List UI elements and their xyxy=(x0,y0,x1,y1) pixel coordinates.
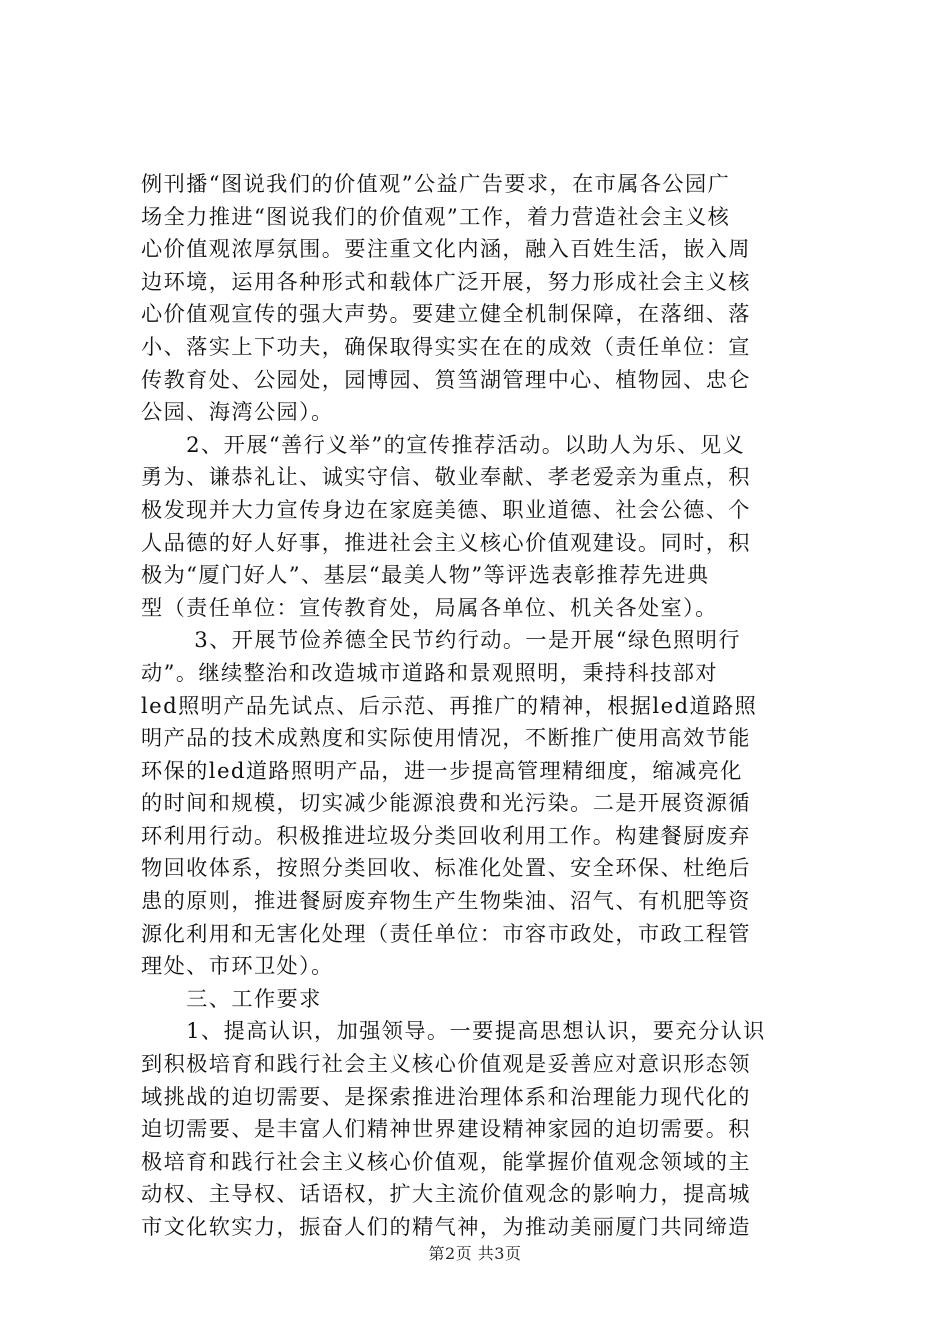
text-line: 传教育处、公园处，园博园、筼筜湖管理中心、植物园、忠仑 xyxy=(141,366,751,392)
text-line: 极发现并大力宣传身边在家庭美德、职业道德、社会公德、个 xyxy=(141,496,751,522)
text-line: 1、提高认识，加强领导。一要提高思想认识，要充分认识 xyxy=(141,1018,766,1044)
text-line: 极为“厦门好人”、基层“最美人物”等评选表彰推荐先进典 xyxy=(141,562,710,588)
text-line: 边环境，运用各种形式和载体广泛开展，努力形成社会主义核 xyxy=(141,268,751,294)
text-line: 场全力推进“图说我们的价值观”工作，着力营造社会主义核 xyxy=(141,203,731,229)
text-line: 心价值观宣传的强大声势。要建立健全机制保障，在落细、落 xyxy=(141,301,751,327)
text-line: 患的原则，推进餐厨废弃物生产生物柴油、沼气、有机肥等资 xyxy=(141,888,751,914)
text-line: 公园、海湾公园）。 xyxy=(141,399,334,425)
body-text xyxy=(141,168,806,1244)
text-line: 源化利用和无害化处理（责任单位：市容市政处，市政工程管 xyxy=(141,920,751,946)
text-line: 域挑战的迫切需要、是探索推进治理体系和治理能力现代化的 xyxy=(141,1083,751,1109)
text-line: 人品德的好人好事，推进社会主义核心价值观建设。同时，积 xyxy=(141,529,751,555)
text-line: 物回收体系，按照分类回收、标准化处置、安全环保、杜绝后 xyxy=(141,855,751,881)
text-line: 市文化软实力，振奋人们的精气神，为推动美丽厦门共同缔造 xyxy=(141,1214,751,1239)
text-line: 心价值观浓厚氛围。要注重文化内涵，融入百姓生活，嵌入周 xyxy=(141,236,751,262)
text-line: 的时间和规模，切实减少能源浪费和光污染。二是开展资源循 xyxy=(141,790,751,816)
section-heading: 三、工作要求 xyxy=(141,985,322,1011)
text-line: 环利用行动。积极推进垃圾分类回收利用工作。构建餐厨废弃 xyxy=(141,822,751,848)
text-line: 明产品的技术成熟度和实际使用情况，不断推广使用高效节能 xyxy=(141,725,751,751)
text-line: 理处、市环卫处）。 xyxy=(141,953,334,979)
text-line: 环保的led道路照明产品，进一步提高管理精细度，缩减亮化 xyxy=(141,757,743,783)
text-line: 动权、主导权、话语权，扩大主流价值观念的影响力，提高城 xyxy=(141,1181,751,1207)
text-line: 到积极培育和践行社会主义核心价值观是妥善应对意识形态领 xyxy=(141,1051,751,1077)
text-line: 型（责任单位：宣传教育处，局属各单位、机关各处室）。 xyxy=(141,594,718,620)
text-line: led照明产品先试点、后示范、再推广的精神，根据led道路照 xyxy=(141,692,758,718)
text-line: 迫切需要、是丰富人们精神世界建设精神家园的迫切需要。积 xyxy=(141,1116,751,1142)
text-line: 例刊播“图说我们的价值观”公益广告要求，在市属各公园广 xyxy=(141,171,731,196)
text-line: 勇为、谦恭礼让、诚实守信、敬业奉献、孝老爱亲为重点，积 xyxy=(141,464,751,490)
page-number-footer: 第2页 共3页 xyxy=(428,1244,522,1263)
text-line: 动”。继续整治和改造城市道路和景观照明，秉持科技部对 xyxy=(141,659,718,685)
text-line: 小、落实上下功夫，确保取得实实在在的成效（责任单位：宣 xyxy=(141,333,751,359)
text-line: 极培育和践行社会主义核心价值观，能掌握价值观念领域的主 xyxy=(141,1148,751,1174)
text-line: 2、开展“善行义举”的宣传推荐活动。以助人为乐、见义 xyxy=(141,431,746,457)
text-line: 3、开展节俭养德全民节约行动。一是开展“绿色照明行 xyxy=(141,627,741,653)
